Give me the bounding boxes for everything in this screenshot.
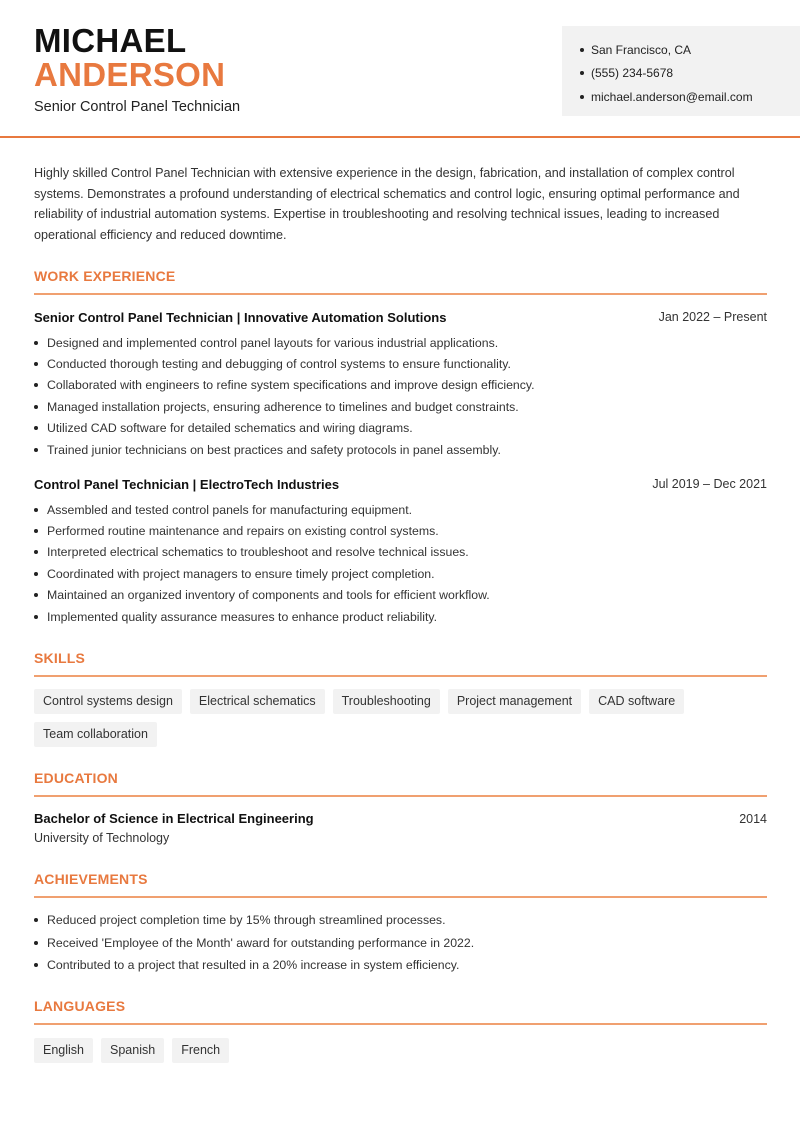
list-item-text: Coordinated with project managers to ensure timely project completion. — [47, 566, 435, 581]
list-item-text: Received 'Employee of the Month' award for outstanding performance in 2022. — [47, 935, 475, 950]
bullet-icon — [34, 941, 38, 945]
list-item — [34, 520, 767, 541]
list-item-text: Interpreted electrical schematics to troubleshoot and resolve technical issues. — [47, 545, 469, 560]
job-heading: Control Panel Technician | ElectroTech Industries — [34, 477, 340, 492]
contact-phone — [580, 62, 800, 86]
list-item-text: Implemented quality assurance measures to enhance product reliability. — [47, 609, 438, 624]
list-item — [34, 396, 767, 417]
list-item-text: Contributed to a project that resulted in a 20% increase in system efficiency. — [47, 958, 460, 973]
bullet-icon — [34, 550, 38, 554]
skill-tag: Control systems design — [34, 689, 182, 714]
contact-email-text[interactable]: michael.anderson@email.com — [591, 89, 753, 104]
first-name: MICHAEL — [34, 22, 187, 59]
list-item — [34, 439, 767, 460]
education-degree: Bachelor of Science in Electrical Engineering — [34, 811, 314, 826]
bullet-icon — [34, 383, 38, 387]
bullet-icon — [580, 95, 584, 99]
bullet-icon — [34, 529, 38, 533]
list-item — [34, 563, 767, 584]
list-item-text: Assembled and tested control panels for manufacturing equipment. — [47, 502, 413, 517]
list-item-text: Collaborated with engineers to refine system specifications and improve design efficiency. — [47, 378, 535, 393]
list-item-text: Trained junior technicians on best practices and safety protocols in panel assembly. — [47, 442, 501, 457]
skills-heading: SKILLS — [34, 650, 85, 666]
list-item — [34, 418, 767, 439]
list-item-text: Utilized CAD software for detailed schematics and wiring diagrams. — [47, 421, 413, 436]
achievements-heading: ACHIEVEMENTS — [34, 871, 148, 887]
contact-phone-text: (555) 234-5678 — [591, 66, 674, 81]
list-item — [34, 375, 767, 396]
bullet-icon — [34, 963, 38, 967]
summary-paragraph: Highly skilled Control Panel Technician with extensive experience in the design, fabrication, and installation of complex control systems. Demonstrates a profound understanding of electrical schematics and control logic, ensuring optimal performance and reliability of industrial automation systems. Expertise in troubleshooting and resolving technical issues, leading to increased operational efficiency and reduced downtime. — [34, 166, 740, 242]
skill-tag: Project management — [448, 689, 581, 714]
list-item-text: Maintained an organized inventory of components and tools for efficient workflow. — [47, 588, 490, 603]
bullet-icon — [34, 572, 38, 576]
list-item — [34, 585, 767, 606]
list-item-text: Designed and implemented control panel layouts for various industrial applications. — [47, 335, 499, 350]
list-item — [34, 954, 767, 977]
list-item — [34, 353, 767, 374]
section-divider — [34, 675, 767, 677]
bullet-icon — [34, 341, 38, 345]
list-item — [34, 332, 767, 353]
bullet-icon — [34, 593, 38, 597]
achievements-list — [34, 909, 767, 977]
job-dates: Jul 2019 – Dec 2021 — [652, 477, 767, 491]
bullet-icon — [580, 48, 584, 52]
list-item — [34, 499, 767, 520]
language-tag: French — [172, 1038, 229, 1063]
job-bullets — [34, 332, 767, 460]
job-dates: Jan 2022 – Present — [658, 310, 767, 324]
skills-tags — [34, 689, 774, 747]
language-tags — [34, 1038, 774, 1063]
contact-location-text: San Francisco, CA — [591, 42, 692, 57]
skill-tag: Electrical schematics — [190, 689, 325, 714]
list-item-text: Performed routine maintenance and repairs on existing control systems. — [47, 524, 439, 539]
section-divider — [34, 293, 767, 295]
bullet-icon — [34, 508, 38, 512]
section-divider — [34, 795, 767, 797]
section-divider — [34, 1023, 767, 1025]
languages-heading: LANGUAGES — [34, 998, 126, 1014]
list-item — [34, 606, 767, 627]
contact-box — [562, 26, 800, 116]
list-item — [34, 542, 767, 563]
list-item-text: Managed installation projects, ensuring adherence to timelines and budget constraints. — [47, 399, 519, 414]
section-divider — [34, 896, 767, 898]
list-item-text: Conducted thorough testing and debugging of control systems to ensure functionality. — [47, 357, 511, 372]
last-name: ANDERSON — [34, 56, 226, 93]
bullet-icon — [34, 918, 38, 922]
job-bullets — [34, 499, 767, 627]
list-item-text: Reduced project completion time by 15% through streamlined processes. — [47, 913, 446, 928]
bullet-icon — [34, 362, 38, 366]
skill-tag: Troubleshooting — [333, 689, 440, 714]
resume-header — [0, 0, 800, 138]
contact-location — [580, 38, 800, 62]
bullet-icon — [34, 448, 38, 452]
education-heading: EDUCATION — [34, 770, 118, 786]
bullet-icon — [580, 71, 584, 75]
bullet-icon — [34, 405, 38, 409]
contact-email[interactable] — [580, 85, 800, 109]
job-role: Senior Control Panel Technician — [34, 99, 241, 115]
work-experience-heading: WORK EXPERIENCE — [34, 268, 176, 284]
language-tag: Spanish — [101, 1038, 164, 1063]
skill-tag: CAD software — [589, 689, 684, 714]
language-tag: English — [34, 1038, 93, 1063]
list-item — [34, 932, 767, 955]
job-heading: Senior Control Panel Technician | Innovative Automation Solutions — [34, 310, 447, 325]
education-year: 2014 — [739, 812, 767, 826]
bullet-icon — [34, 615, 38, 619]
bullet-icon — [34, 426, 38, 430]
education-school: University of Technology — [34, 831, 170, 845]
skill-tag: Team collaboration — [34, 722, 157, 747]
list-item — [34, 909, 767, 932]
